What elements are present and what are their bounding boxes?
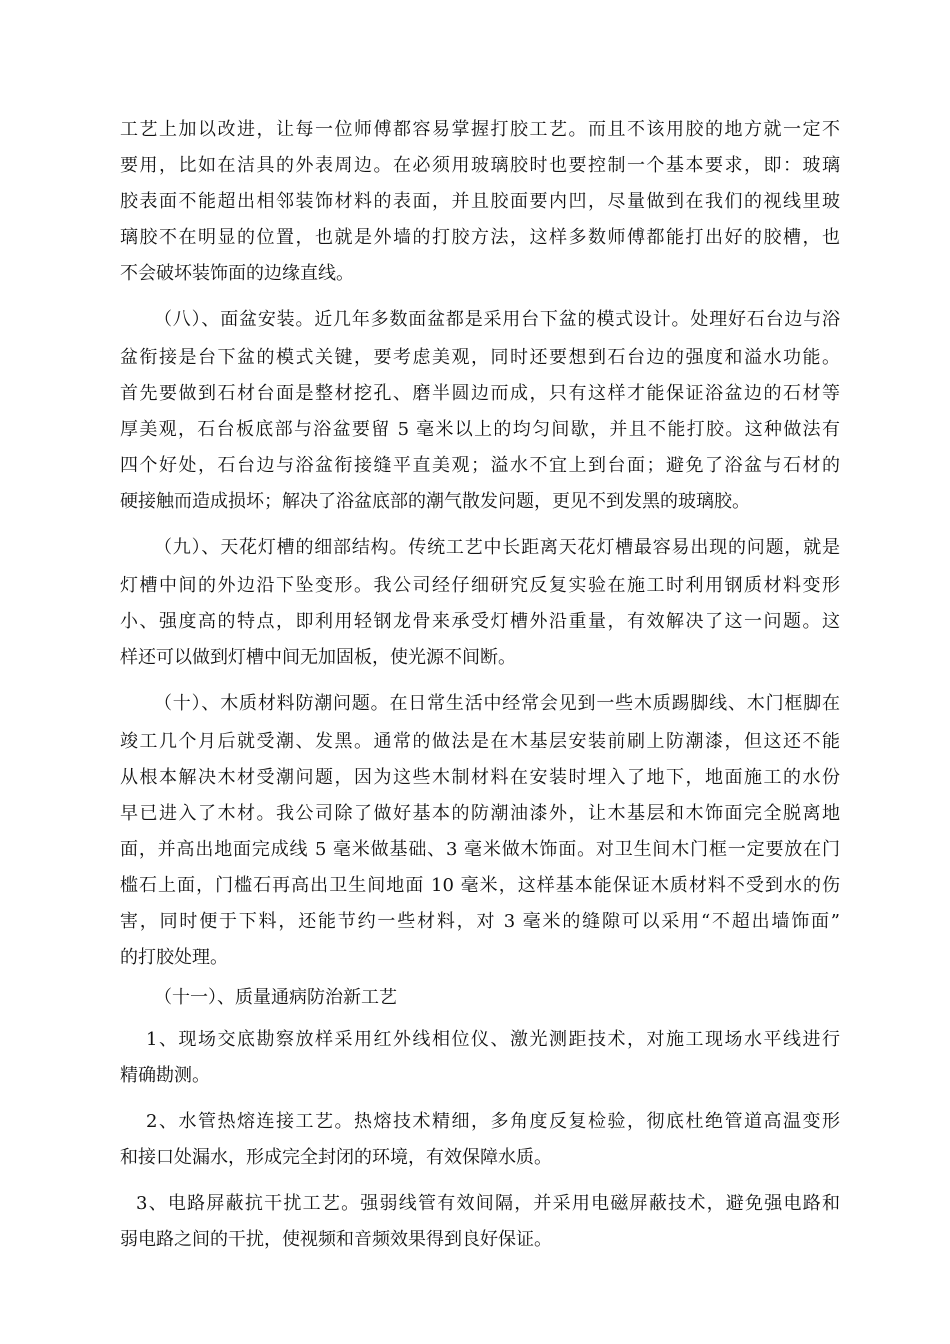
text-line-3: 胶表面不能超出相邻装饰材料的表面，并且胶面要内凹，尽量做到在我们的视线里玻	[120, 191, 840, 212]
text-line-23: 的打胶处理。	[120, 947, 228, 968]
section-eleven-heading: （十一）、质量通病防治新工艺	[154, 987, 397, 1008]
item-one-line-2: 精确勘测。	[120, 1065, 210, 1086]
item-one-line-1: 1、现场交底勘察放样采用红外线相位仪、激光测距技术，对施工现场水平线进行	[146, 1029, 840, 1050]
text-line-2: 要用，比如在洁具的外表周边。在必须用玻璃胶时也要控制一个基本要求，即：玻璃	[120, 155, 840, 176]
text-line-17: 竣工几个月后就受潮、发黑。通常的做法是在木基层安装前刷上防潮漆，但这还不能	[120, 731, 840, 752]
item-three-line-1: 3、电路屏蔽抗干扰工艺。强弱线管有效间隔，并采用电磁屏蔽技术，避免强电路和	[136, 1193, 840, 1214]
text-line-7: 盆衔接是台下盆的模式关键，要考虑美观，同时还要想到石台边的强度和溢水功能。	[120, 347, 840, 368]
text-line-1: 工艺上加以改进，让每一位师傅都容易掌握打胶工艺。而且不该用胶的地方就一定不	[120, 119, 840, 140]
item-three-line-2: 弱电路之间的干扰，使视频和音频效果得到良好保证。	[120, 1229, 552, 1250]
text-line-14: 小、强度高的特点，即利用轻钢龙骨来承受灯槽外沿重量，有效解决了这一问题。这	[120, 611, 840, 632]
section-ten-heading-line: （十）、木质材料防潮问题。在日常生活中经常会见到一些木质踢脚线、木门框脚在	[154, 693, 840, 714]
text-line-10: 四个好处，石台边与浴盆衔接缝平直美观；溢水不宜上到台面；避免了浴盆与石材的	[120, 455, 840, 476]
text-line-13: 灯槽中间的外边沿下坠变形。我公司经仔细研究反复实验在施工时利用钢质材料变形	[120, 575, 840, 596]
text-line-22: 害，同时便于下料，还能节约一些材料，对 3 毫米的缝隙可以采用“不超出墙饰面”	[120, 911, 840, 932]
section-eight-heading-line: （八）、面盆安装。近几年多数面盆都是采用台下盆的模式设计。处理好石台边与浴	[154, 309, 840, 330]
text-line-15: 样还可以做到灯槽中间无加固板，使光源不间断。	[120, 647, 516, 668]
text-line-20: 面，并高出地面完成线 5 毫米做基础、3 毫米做木饰面。对卫生间木门框一定要放在门	[120, 839, 840, 860]
text-line-5: 不会破坏装饰面的边缘直线。	[120, 263, 354, 284]
text-line-21: 槛石上面，门槛石再高出卫生间地面 10 毫米，这样基本能保证木质材料不受到水的伤	[120, 875, 840, 896]
text-line-4: 璃胶不在明显的位置，也就是外墙的打胶方法，这样多数师傅都能打出好的胶槽，也	[120, 227, 840, 248]
section-nine-heading-line: （九）、天花灯槽的细部结构。传统工艺中长距离天花灯槽最容易出现的问题，就是	[154, 537, 840, 558]
item-two-line-2: 和接口处漏水，形成完全封闭的环境，有效保障水质。	[120, 1147, 552, 1168]
text-line-9: 厚美观，石台板底部与浴盆要留 5 毫米以上的均匀间歇，并且不能打胶。这种做法有	[120, 419, 840, 440]
text-line-11: 硬接触而造成损坏；解决了浴盆底部的潮气散发问题，更见不到发黑的玻璃胶。	[120, 491, 750, 512]
text-line-8: 首先要做到石材台面是整材挖孔、磨半圆边而成，只有这样才能保证浴盆边的石材等	[120, 383, 840, 404]
item-two-line-1: 2、水管热熔连接工艺。热熔技术精细，多角度反复检验，彻底杜绝管道高温变形	[146, 1111, 840, 1132]
text-line-18: 从根本解决木材受潮问题，因为这些木制材料在安装时埋入了地下，地面施工的水份	[120, 767, 840, 788]
text-line-19: 早已进入了木材。我公司除了做好基本的防潮油漆外，让木基层和木饰面完全脱离地	[120, 803, 840, 824]
